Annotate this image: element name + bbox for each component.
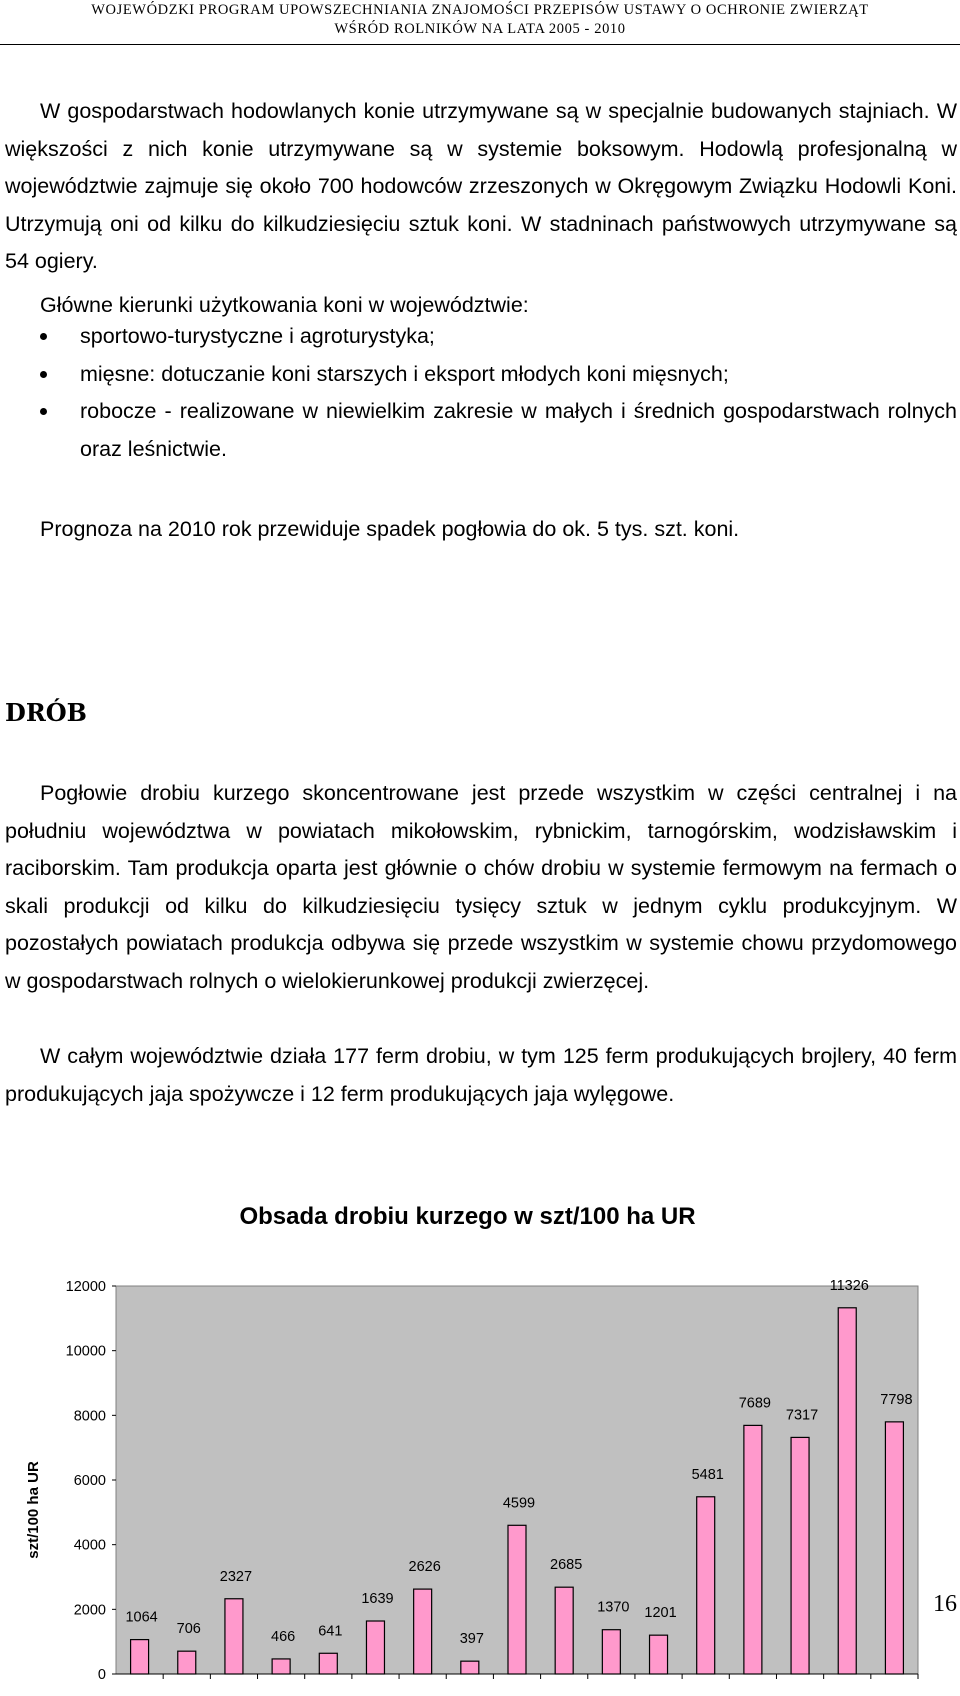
bar (838, 1308, 856, 1674)
bar (555, 1587, 573, 1674)
bar (414, 1589, 432, 1674)
data-label: 1064 (125, 1609, 158, 1626)
y-tick-label: 10000 (65, 1343, 106, 1360)
list-item (40, 356, 957, 394)
bullet-list (40, 318, 957, 468)
data-label: 706 (176, 1621, 201, 1638)
bar (272, 1659, 290, 1674)
list-item (40, 318, 957, 356)
bar (697, 1497, 715, 1674)
list-item-text: mięsne: dotuczanie koni starszych i eksport młodych koni mięsnych; (80, 361, 729, 386)
bar (602, 1630, 620, 1674)
paragraph-directions-label: Główne kierunki użytkowania koni w województwie: (40, 293, 529, 317)
data-label: 1201 (644, 1605, 677, 1622)
paragraph-forecast: Prognoza na 2010 rok przewiduje spadek pogłowia do ok. 5 tys. szt. koni. (40, 517, 740, 541)
bar (319, 1653, 337, 1674)
paragraph-poultry-2: W całym województwie działa 177 ferm drobiu, w tym 125 ferm produkujących brojlery, 40 ferm produkujących jaja spożywcze i 12 ferm produkujących jaja wylęgowe. (5, 1044, 957, 1106)
bar (366, 1621, 384, 1674)
bar (131, 1640, 149, 1674)
paragraph-poultry-1: Pogłowie drobiu kurzego skoncentrowane jest przede wszystkim w części centralnej i na południu województwa w powiatach mikołowskim, rybnickim, tarnogórskim, wodzisławskim i raciborskim. Tam produkcja oparta jest głównie o chów drobiu w systemie fermowym na fermach o skali produkcji od kilku do kilkudziesięciu tysięcy sztuk w jednym cyklu produkcyjnym. W pozostałych powiatach produkcja odbywa się przede wszystkim w systemie chowu przydomowego w gospodarstwach rolnych o wielokierunkowej produkcji zwierzęcej. (5, 781, 957, 993)
data-label: 4599 (502, 1495, 536, 1512)
running-header (0, 0, 960, 45)
header-line-1: WOJEWÓDZKI PROGRAM UPOWSZECHNIANIA ZNAJOMOŚCI PRZEPISÓW USTAWY O OCHRONIE ZWIERZĄT (91, 2, 869, 18)
data-label: 2685 (550, 1557, 583, 1574)
bar (225, 1599, 243, 1674)
data-label: 397 (459, 1631, 484, 1648)
data-label: 5481 (691, 1466, 724, 1483)
bar (744, 1425, 762, 1674)
page-number: 16 (933, 1591, 957, 1617)
header-line-2: WŚRÓD ROLNIKÓW NA LATA 2005 - 2010 (334, 21, 626, 37)
paragraph-horses-intro: W gospodarstwach hodowlanych konie utrzymywane są w specjalnie budowanych stajniach. W większości z nich konie utrzymywane są w systemie boksowym. Hodowlą profesjonalną w województwie zajmuje się około 700 hodowców zrzeszonych w Okręgowym Związku Hodowli Koni. Utrzymują oni od kilku do kilkudziesięciu sztuk koni. W stadninach państwowych utrzymywane są 54 ogiery. (5, 99, 957, 273)
bar (791, 1437, 809, 1674)
list-item (40, 393, 957, 468)
bar (508, 1525, 526, 1674)
data-label: 466 (271, 1628, 296, 1645)
data-label: 7689 (738, 1395, 772, 1412)
bar-chart (0, 1260, 960, 1696)
bar (461, 1661, 479, 1674)
y-tick-label: 0 (97, 1667, 106, 1683)
y-tick-label: 12000 (65, 1279, 106, 1295)
y-tick-label: 4000 (73, 1537, 106, 1554)
data-label: 2626 (408, 1559, 441, 1576)
bar (885, 1422, 903, 1674)
data-label: 11326 (829, 1277, 869, 1294)
data-label: 2327 (219, 1568, 253, 1585)
chart-title: Obsada drobiu kurzego w szt/100 ha UR (239, 1203, 696, 1230)
list-item-text: sportowo-turystyczne i agroturystyka; (80, 324, 435, 348)
y-tick-label: 8000 (73, 1408, 106, 1425)
list-item-text: robocze - realizowane w niewielkim zakresie w małych i średnich gospodarstwach rolnych oraz leśnictwie. (80, 399, 957, 461)
y-tick-label: 6000 (73, 1473, 106, 1489)
data-label: 1639 (361, 1591, 394, 1608)
data-label: 641 (318, 1623, 343, 1640)
data-label: 7317 (785, 1407, 819, 1424)
bar (178, 1651, 196, 1674)
data-label: 1370 (597, 1599, 630, 1616)
y-tick-label: 2000 (73, 1602, 106, 1619)
section-title: DRÓB (5, 698, 87, 727)
y-axis-label: szt/100 ha UR (25, 1461, 42, 1559)
bar (650, 1635, 668, 1674)
data-label: 7798 (880, 1391, 913, 1408)
